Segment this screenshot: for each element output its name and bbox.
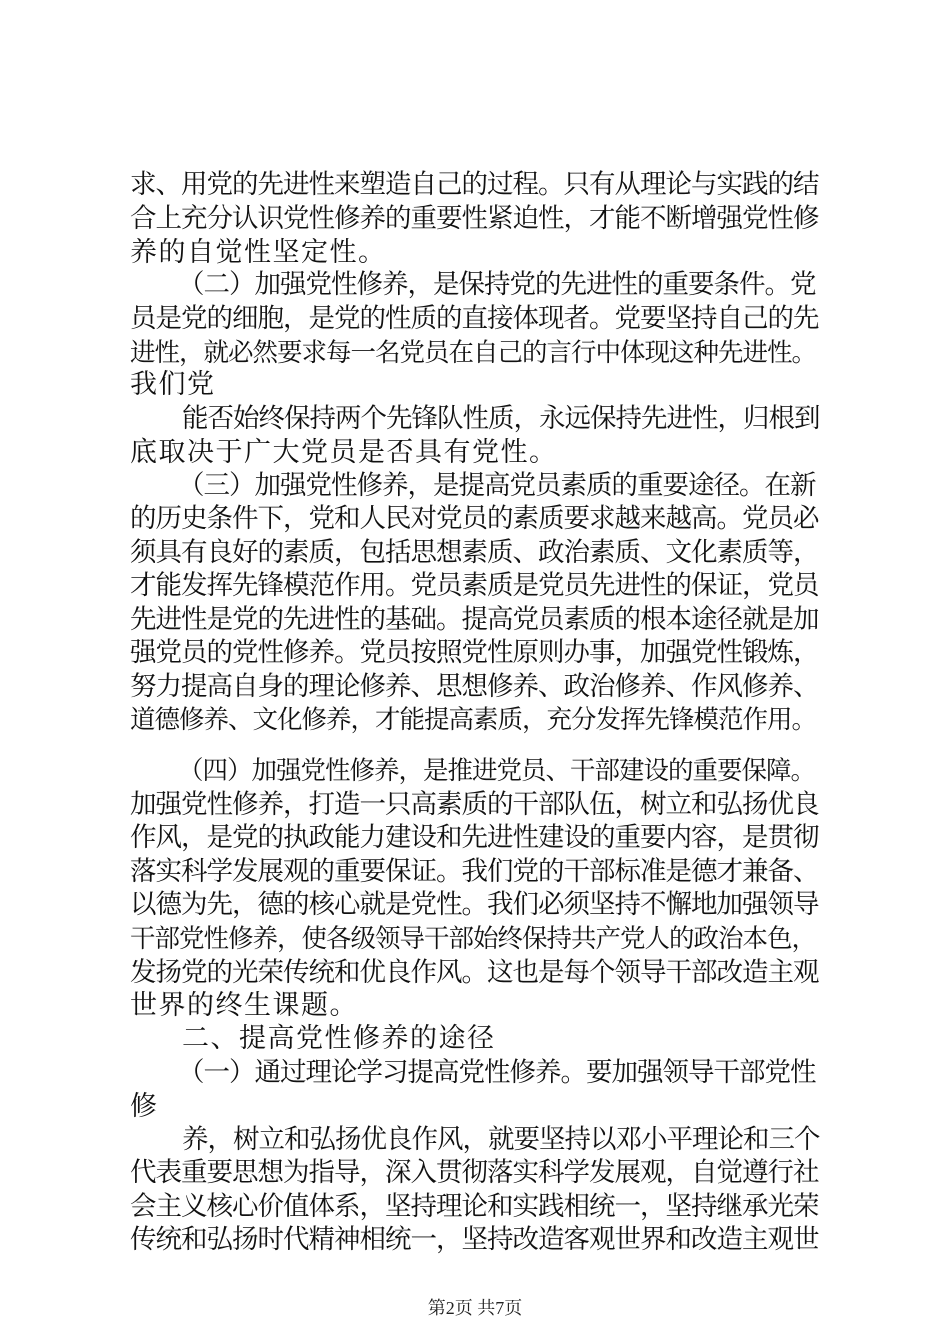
text-line: 养，树立和弘扬优良作风，就要坚持以邓小平理论和三个: [182, 1124, 820, 1155]
text-line: 须具有良好的素质，包括思想素质、政治素质、文化素质等，: [130, 537, 819, 568]
text-line: （二）加强党性修养，是保持党的先进性的重要条件。党: [178, 269, 816, 300]
text-line: 合上充分认识党性修养的重要性紧迫性，才能不断增强党性修: [130, 203, 819, 234]
text-line: 发扬党的光荣传统和优良作风。这也是每个领导干部改造主观: [130, 957, 819, 988]
text-line: 代表重要思想为指导，深入贯彻落实科学发展观，自觉遵行社: [130, 1157, 819, 1188]
text-line: 能否始终保持两个先锋队性质，永远保持先进性，归根到: [182, 403, 820, 434]
text-line: 道德修养、文化修养，才能提高素质，充分发挥先锋模范作用。: [130, 705, 817, 735]
text-line: 进性，就必然要求每一名党员在自己的言行中体现这种先进性。: [130, 338, 817, 368]
text-line: 会主义核心价值体系，坚持理论和实践相统一，坚持继承光荣: [130, 1191, 819, 1222]
text-line: 世界的终生课题。: [130, 990, 358, 1021]
text-line: 求、用党的先进性来塑造自己的过程。只有从理论与实践的结: [130, 169, 819, 200]
text-line: 才能发挥先锋模范作用。党员素质是党员先进性的保证，党员: [130, 570, 819, 601]
text-line: 修: [130, 1091, 159, 1122]
text-line: 我们党: [130, 369, 216, 400]
page-number: 第2页 共7页: [427, 1298, 523, 1318]
text-line: 的历史条件下，党和人民对党员的素质要求越来越高。党员必: [130, 503, 819, 534]
text-line: （一）通过理论学习提高党性修养。要加强领导干部党性: [178, 1057, 816, 1088]
text-line: （四）加强党性修养，是推进党员、干部建设的重要保障。: [178, 756, 816, 786]
text-line: 努力提高自身的理论修养、思想修养、政治修养、作风修养、: [130, 671, 819, 702]
text-line: （三）加强党性修养，是提高党员素质的重要途径。在新: [178, 470, 816, 501]
text-line: 作风，是党的执政能力建设和先进性建设的重要内容，是贯彻: [130, 822, 819, 853]
text-line: 强党员的党性修养。党员按照党性原则办事，加强党性锻炼，: [130, 637, 819, 668]
text-line: 传统和弘扬时代精神相统一，坚持改造客观世界和改造主观世: [130, 1224, 819, 1255]
text-line: 加强党性修养，打造一只高素质的干部队伍，树立和弘扬优良: [130, 789, 819, 820]
text-line: 养的自觉性坚定性。: [130, 237, 387, 268]
text-line: 员是党的细胞，是党的性质的直接体现者。党要坚持自己的先: [130, 303, 819, 334]
text-line: 底取决于广大党员是否具有党性。: [130, 437, 558, 468]
text-line: 干部党性修养，使各级领导干部始终保持共产党人的政治本色，: [130, 924, 817, 954]
text-line: 以德为先，德的核心就是党性。我们必须坚持不懈地加强领导: [130, 889, 819, 920]
text-line: 先进性是党的先进性的基础。提高党员素质的根本途径就是加: [130, 604, 819, 635]
section-heading: 二、提高党性修养的途径: [182, 1023, 496, 1054]
text-line: 落实科学发展观的重要保证。我们党的干部标准是德才兼备、: [130, 856, 819, 887]
